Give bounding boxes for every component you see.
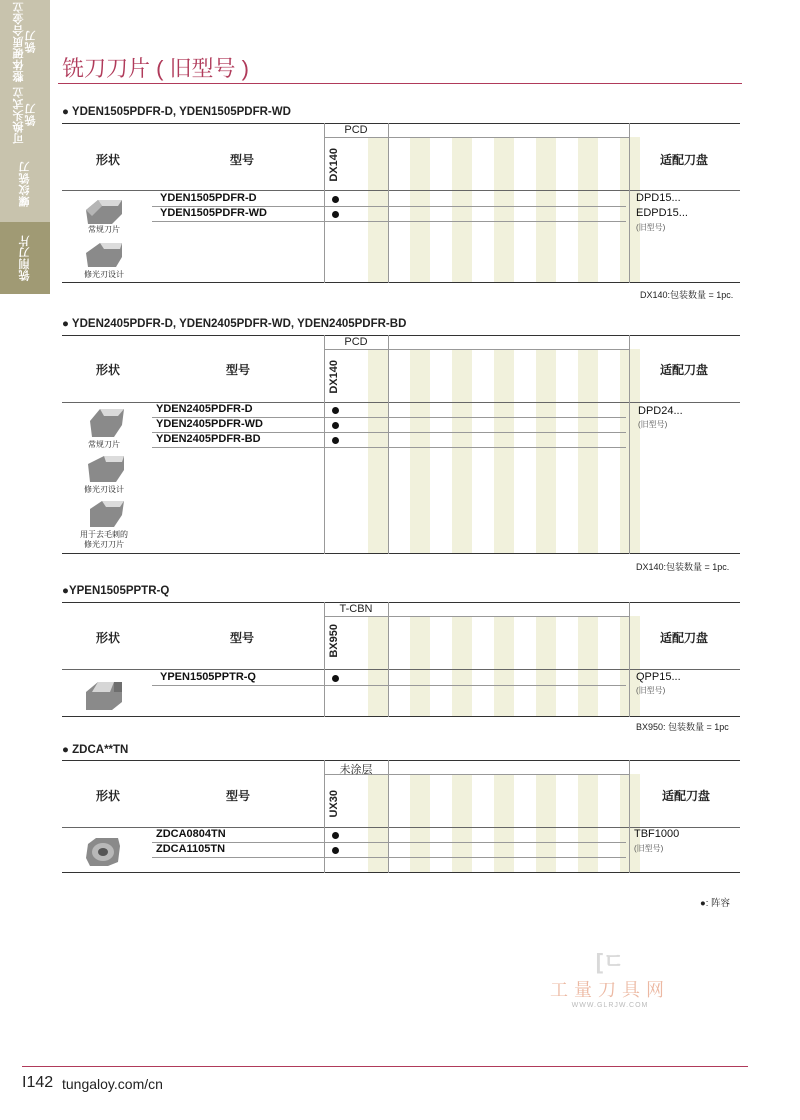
model-cell: YDEN2405PDFR-D	[156, 403, 253, 415]
footer-divider	[22, 1066, 748, 1067]
availability-dot	[332, 211, 339, 218]
grade-label: BX950	[328, 624, 340, 658]
watermark	[540, 945, 680, 1009]
section-title: ● YDEN1505PDFR-D, YDEN1505PDFR-WD	[62, 106, 291, 118]
holder-note: (旧型号)	[636, 223, 666, 232]
insert-image	[84, 499, 126, 529]
insert-image	[84, 454, 126, 484]
shape-header: 形状	[96, 153, 121, 167]
availability-dot	[332, 437, 339, 444]
page-title: 铣刀刀片 ( 旧型号 )	[62, 56, 249, 81]
holder-header: 适配刀盘	[662, 789, 711, 803]
holder-header: 适配刀盘	[660, 631, 709, 645]
grade-label: DX140	[328, 360, 340, 394]
model-cell: YDEN2405PDFR-BD	[156, 433, 261, 445]
availability-dot	[332, 407, 339, 414]
packaging-note: DX140:包装数量 = 1pc.	[640, 290, 734, 300]
model-cell: ZDCA0804TN	[156, 828, 226, 840]
holder-cell: TBF1000	[634, 828, 680, 840]
side-tab-milling-inserts[interactable]	[0, 222, 50, 296]
insert-caption: 修光刃刀片	[84, 540, 124, 549]
packaging-note: BX950: 包装数量 = 1pc	[636, 722, 729, 732]
spec-table-zdca	[62, 760, 740, 874]
model-cell: ZDCA1105TN	[156, 843, 226, 855]
shape-header: 形状	[96, 631, 121, 645]
holder-note: (旧型号)	[638, 420, 668, 429]
watermark-text: 工量刀具网	[550, 980, 670, 1000]
spec-table-yden1505	[62, 123, 740, 283]
spec-table-ypen1505	[62, 602, 740, 718]
insert-image	[84, 407, 126, 439]
shape-header: 形状	[96, 363, 121, 377]
side-tab-label: 铣削刀片	[19, 235, 31, 281]
grade-label: DX140	[328, 148, 340, 182]
section-title: ● ZDCA**TN	[62, 744, 129, 756]
insert-image	[84, 836, 122, 868]
holder-cell: DPD24...	[638, 405, 683, 417]
insert-caption: 修光刃设计	[84, 270, 124, 279]
model-header: 型号	[226, 789, 251, 803]
insert-image	[82, 241, 124, 269]
model-cell: YDEN1505PDFR-D	[160, 192, 257, 204]
insert-image	[82, 678, 126, 712]
grade-group-label: T-CBN	[339, 603, 373, 615]
grade-group-label: PCD	[344, 124, 368, 136]
model-header: 型号	[230, 153, 255, 167]
legend: ●: 阵容	[700, 898, 731, 909]
section-title: ●YPEN1505PPTR-Q	[62, 585, 170, 597]
availability-dot	[332, 832, 339, 839]
page-number: I142	[22, 1074, 54, 1091]
side-tab-solid-endmill[interactable]	[0, 0, 50, 86]
availability-dot	[332, 675, 339, 682]
watermark-url: WWW.GLRJW.COM	[571, 1002, 649, 1009]
holder-header: 适配刀盘	[660, 363, 709, 377]
insert-caption: 用于去毛刺的	[80, 530, 128, 539]
grade-label: UX30	[328, 790, 340, 818]
watermark-logo: [ㄷ	[595, 949, 625, 974]
side-tab-label: 螺纹铣刀	[19, 161, 31, 207]
holder-header: 适配刀盘	[660, 153, 709, 167]
holder-cell: DPD15...	[636, 192, 681, 204]
model-cell: YDEN2405PDFR-WD	[156, 418, 263, 430]
insert-caption: 常规刀片	[88, 225, 120, 234]
model-cell: YDEN1505PDFR-WD	[160, 207, 267, 219]
side-tab-label: 整体硬质合金立铣刀	[13, 1, 37, 83]
insert-caption: 常规刀片	[88, 440, 120, 449]
grade-group-label: 未涂层	[339, 764, 373, 776]
side-tab-label: 可换头式立铣刀	[13, 86, 37, 144]
model-header: 型号	[230, 631, 255, 645]
availability-dot	[332, 196, 339, 203]
side-tab-modular-endmill[interactable]	[0, 84, 50, 148]
side-tab-thread-mill[interactable]	[0, 146, 50, 224]
section-title: ● YDEN2405PDFR-D, YDEN2405PDFR-WD, YDEN2405PDFR-BD	[62, 318, 407, 330]
availability-dot	[332, 847, 339, 854]
model-cell: YPEN1505PPTR-Q	[160, 671, 256, 683]
website-link[interactable]: tungaloy.com/cn	[62, 1076, 163, 1092]
holder-note: (旧型号)	[636, 686, 666, 695]
insert-caption: 修光刃设计	[84, 485, 124, 494]
packaging-note: DX140:包装数量 = 1pc.	[636, 562, 730, 572]
spec-table-yden2405	[62, 335, 740, 555]
title-divider	[58, 83, 742, 84]
holder-cell: QPP15...	[636, 671, 681, 683]
shape-header: 形状	[96, 789, 121, 803]
grade-group-label: PCD	[344, 336, 368, 348]
insert-image	[82, 196, 124, 226]
holder-cell: EDPD15...	[636, 207, 688, 219]
model-header: 型号	[226, 363, 251, 377]
holder-note: (旧型号)	[634, 844, 664, 853]
availability-dot	[332, 422, 339, 429]
